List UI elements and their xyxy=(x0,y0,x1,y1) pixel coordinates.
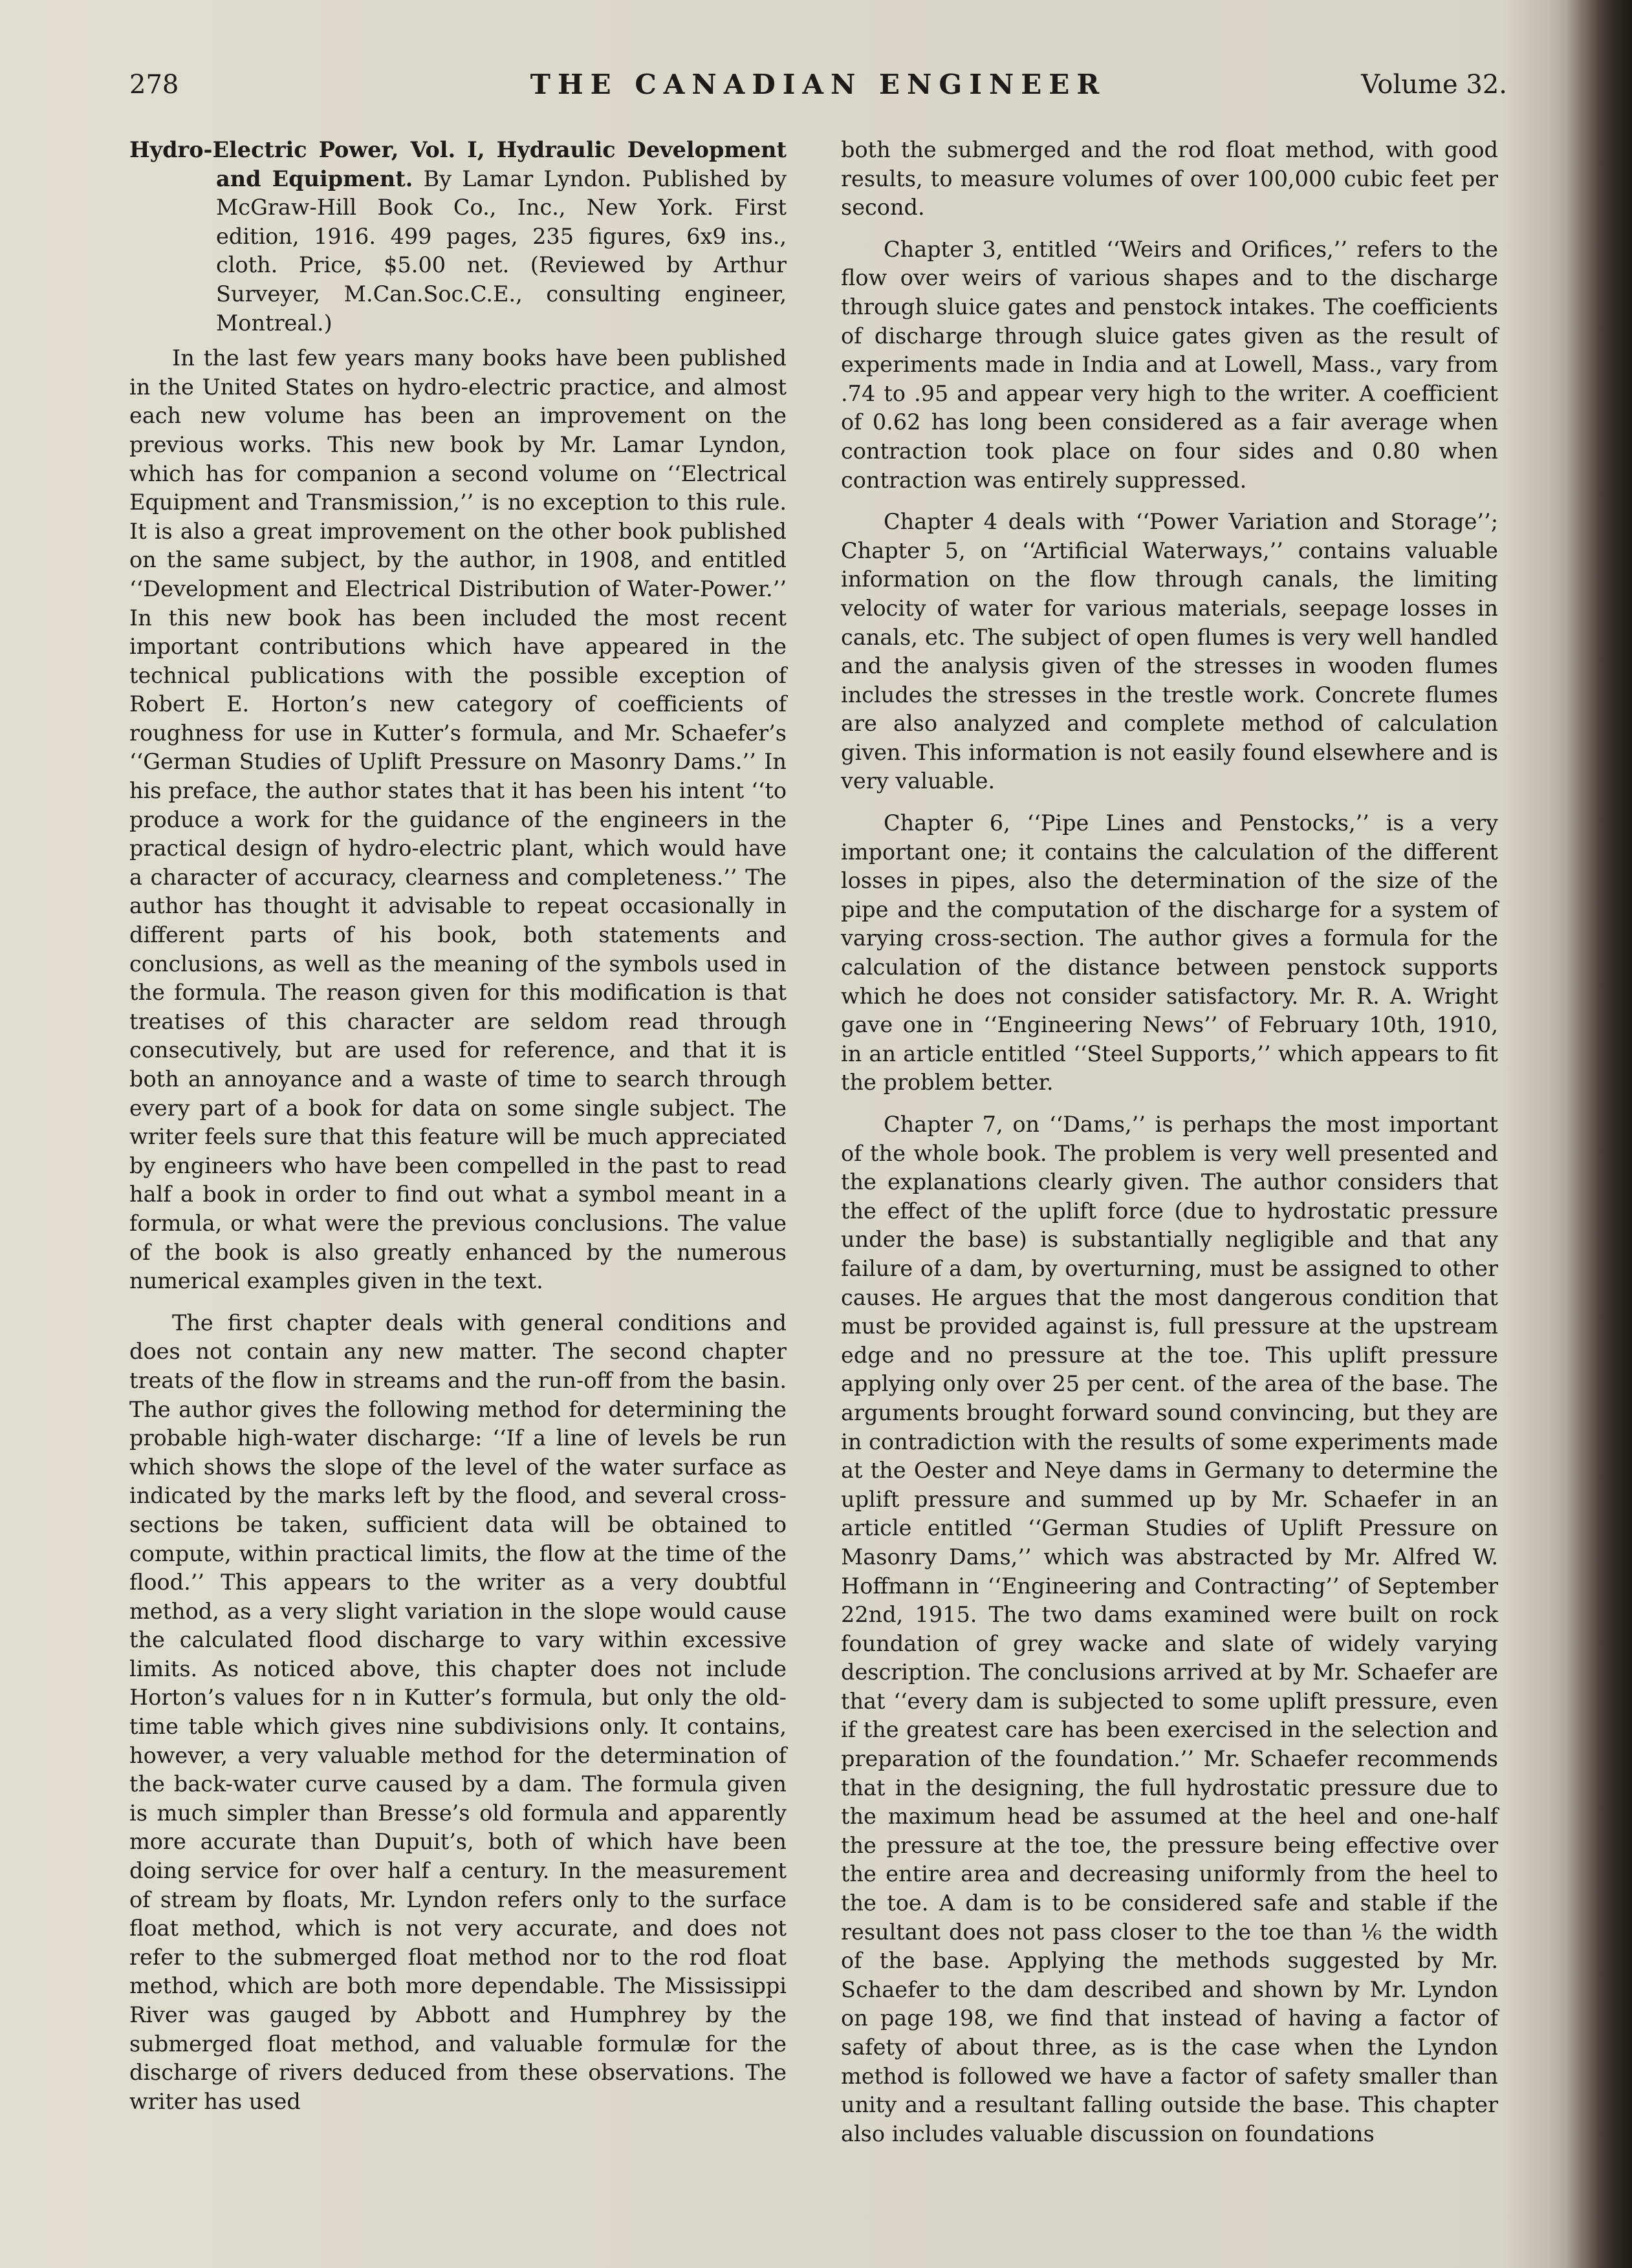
book-title: Hydro-Electric Power, Vol. I, Hydraulic Development and Equipment. xyxy=(129,137,787,191)
page-number: 278 xyxy=(129,70,179,100)
paragraph: The first chapter deals with general conditions and does not contain any new matter. The second chapter treats of the flow in streams and the run-off from the basin. The author gives the following method for determining the probable high-water discharge: ‘‘If a line of levels be run which shows the slope of the level of the water surface as indicated by the marks left by the flood, and several cross-sections be taken, sufficient data will be obtained to compute, within practical limits, the flow at the time of the flood.’’ This appears to the writer as a very doubtful method, as a very slight variation in the slope would cause the calculated flood discharge to vary within excessive limits. As noticed above, this chapter does not include Horton’s values for n in Kutter’s formula, but only the old-time table which gives nine subdivisions only. It contains, however, a very valuable method for the determination of the back-water curve caused by a dam. The formula given is much simpler than Bresse’s old formula and apparently more accurate than Dupuit’s, both of which have been doing service for over half a century. In the measurement of stream by floats, Mr. Lyndon refers only to the surface float method, which is not very accurate, and does not refer to the submerged float method nor to the rod float method, which are both more dependable. The Mississippi River was gauged by Abbott and Humphrey by the submerged float method, and valuable formulæ for the discharge of rivers deduced from these observations. The writer has used xyxy=(129,1310,787,2114)
review-heading xyxy=(129,136,787,338)
journal-title: THE CANADIAN ENGINEER xyxy=(530,69,1107,100)
paragraph: Chapter 7, on ‘‘Dams,’’ is perhaps the most important of the whole book. The problem is very well presented and the explanations clearly given. The author considers that the effect of the uplift force (due to hydrostatic pressure under the base) is substantially negligible and that any failure of a dam, by overturning, must be assigned to other causes. He argues that the most dangerous condition that must be provided against is, full pressure at the upstream edge and no pressure at the toe. This uplift pressure applying only over 25 per cent. of the area of the base. The arguments brought forward sound convincing, but they are in contradiction with the results of some experiments made at the Oester and Neye dams in Germany to determine the uplift pressure and summed up by Mr. Schaefer in an article entitled ‘‘German Studies of Uplift Pressure on Masonry Dams,’’ which was abstracted by Mr. Alfred W. Hoffmann in ‘‘Engineering and Contracting’’ of September 22nd, 1915. The two dams examined were built on rock foundation of grey wacke and slate of widely varying description. The conclusions arrived at by Mr. Schaefer are that ‘‘every dam is subjected to some uplift pressure, even if the greatest care has been exercised in the selection and preparation of the foundation.’’ Mr. Schaefer recommends that in the designing, the full hydrostatic pressure due to the maximum head be assumed at the heel and one-half the pressure at the toe, the pressure being effective over the entire area and decreasing uniformly from the heel to the toe. A dam is to be considered safe and stable if the resultant does not pass closer to the toe than ⅙ the width of the base. Applying the methods suggested by Mr. Schaefer to the dam described and shown by Mr. Lyndon on page 198, we find that instead of having a factor of safety of about three, as is the case when the Lyndon method is followed we have a factor of safety smaller than unity and a resultant falling outside the base. This chapter also includes valuable discussion on foundations xyxy=(841,1112,1498,2146)
paragraph: Chapter 4 deals with ‘‘Power Variation and Storage’’; Chapter 5, on ‘‘Artificial Waterways,’’ contains valuable information on the flow through canals, the limiting velocity of water for various materials, seepage losses in canals, etc. The subject of open flumes is very well handled and the analysis given of the stresses in wooden flumes includes the stresses in the trestle work. Concrete flumes are also analyzed and complete method of calculation given. This information is not easily found elsewhere and is very valuable. xyxy=(841,509,1498,794)
book-citation: By Lamar Lyndon. Published by McGraw-Hill Book Co., Inc., New York. First edition, 1916. 499 pages, 235 figures, 6x9 ins., cloth. Price, $5.00 net. (Reviewed by Arthur Surveyer, M.Can.Soc.C.E., consulting engineer, Montreal.) xyxy=(216,166,787,336)
right-column xyxy=(841,136,1498,2192)
volume-label: Volume 32. xyxy=(1361,70,1507,100)
paragraph: In the last few years many books have been published in the United States on hydro-electric practice, and almost each new volume has been an improvement on the previous works. This new book by Mr. Lamar Lyndon, which has for companion a second volume on ‘‘Electrical Equipment and Transmission,’’ is no exception to this rule. It is also a great improvement on the other book published on the same subject, by the author, in 1908, and entitled ‘‘Development and Electrical Distribution of Water-Power.’’ In this new book has been included the most recent important contributions which have appeared in the technical publications with the possible exception of Robert E. Horton’s new category of coefficients of roughness for use in Kutter’s formula, and Mr. Schaefer’s ‘‘German Studies of Uplift Pressure on Masonry Dams.’’ In his preface, the author states that it has been his intent ‘‘to produce a work for the guidance of the engineers in the practical design of hydro-electric plant, which would have a character of accuracy, clearness and completeness.’’ The author has thought it advisable to repeat occasionally in different parts of his book, both statements and conclusions, as well as the meaning of the symbols used in the formula. The reason given for this modification is that treatises of this character are seldom read through consecutively, but are used for reference, and that it is both an annoyance and a waste of time to search through every part of a book for data on some single subject. The writer feels sure that this feature will be much appreciated by engineers who have been compelled in the past to read half a book in order to find out what a symbol meant in a formula, or what were the previous conclusions. The value of the book is also greatly enhanced by the numerous numerical examples given in the text. xyxy=(129,345,787,1294)
paragraph: both the submerged and the rod float method, with good results, to measure volumes of over 100,000 cubic feet per second. xyxy=(841,137,1498,221)
binding-edge-shadow xyxy=(1549,0,1632,2268)
paragraph: Chapter 3, entitled ‘‘Weirs and Orifices,’’ refers to the flow over weirs of various shapes and to the discharge through sluice gates and penstock intakes. The coefficients of discharge through sluice gates given as the result of experiments made in India and at Lowell, Mass., vary from .74 to .95 and appear very high to the writer. A coefficient of 0.62 has long been considered as a fair average when contraction took place on four sides and 0.80 when contraction was entirely suppressed. xyxy=(841,236,1498,493)
paragraph: Chapter 6, ‘‘Pipe Lines and Penstocks,’’ is a very important one; it contains the calculation of the different losses in pipes, also the determination of the size of the pipe and the computation of the discharge for a system of varying cross-section. The author gives a formula for the calculation of the distance between penstock supports which he does not consider satisfactory. Mr. R. A. Wright gave one in ‘‘Engineering News’’ of February 10th, 1910, in an article entitled ‘‘Steel Supports,’’ which appears to fit the problem better. xyxy=(841,810,1498,1096)
left-column xyxy=(129,136,787,2192)
page-header xyxy=(129,62,1507,107)
